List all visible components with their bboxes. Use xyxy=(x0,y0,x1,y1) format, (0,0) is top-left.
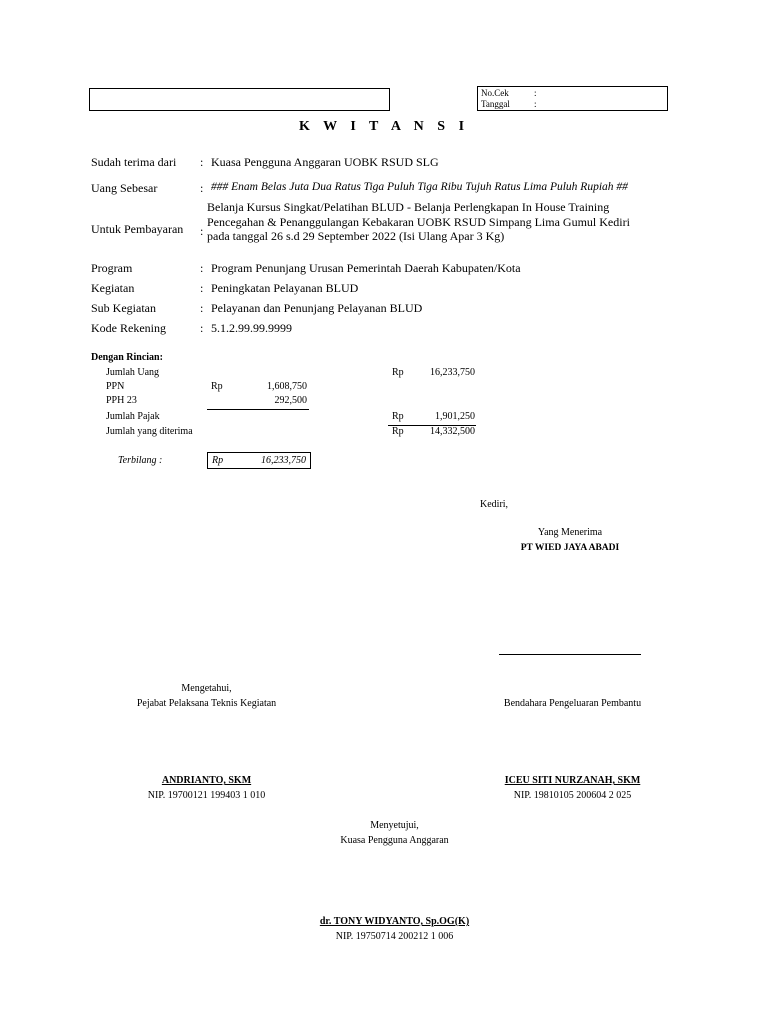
uang-sebesar-value: ### Enam Belas Juta Dua Ratus Tiga Puluh Tiga Ribu Tujuh Ratus Lima Puluh Rupiah ## xyxy=(211,181,628,193)
mengetahui-label: Mengetahui, xyxy=(181,683,232,694)
sudah-terima-colon: : xyxy=(200,155,204,169)
kwitansi-number-box xyxy=(89,88,390,111)
rincian-heading: Dengan Rincian: xyxy=(91,352,163,363)
bendahara-nip: NIP. 19810105 200604 2 025 xyxy=(513,790,632,801)
jumlah-pajak-value: 1,901,250 xyxy=(435,411,475,422)
untuk-pembayaran-line3: pada tanggal 26 s.d 29 September 2022 (Isi Ulang Apar 3 Kg) xyxy=(207,229,505,243)
untuk-pembayaran-label: Untuk Pembayaran xyxy=(91,222,184,236)
no-cek-colon: : xyxy=(534,88,537,98)
program-colon: : xyxy=(200,261,204,275)
kode-rekening-colon: : xyxy=(200,321,204,335)
jumlah-pajak-label: Jumlah Pajak xyxy=(106,411,160,422)
receiver-company: PT WIED JAYA ABADI xyxy=(520,543,620,553)
terbilang-value: 16,233,750 xyxy=(261,455,306,466)
pptk-name: ANDRIANTO, SKM xyxy=(161,775,252,786)
receiver-title: Yang Menerima xyxy=(537,527,603,538)
no-cek-label: No.Cek xyxy=(481,88,509,98)
kode-rekening-value: 5.1.2.99.99.9999 xyxy=(211,321,292,335)
kpa-name: dr. TONY WIDYANTO, Sp.OG(K) xyxy=(319,916,470,927)
jumlah-diterima-label: Jumlah yang diterima xyxy=(106,426,193,437)
sub-kegiatan-value: Pelayanan dan Penunjang Pelayanan BLUD xyxy=(211,301,423,315)
program-label: Program xyxy=(91,261,133,275)
bendahara-name: ICEU SITI NURZANAH, SKM xyxy=(504,775,641,786)
pph-value: 292,500 xyxy=(274,395,307,406)
ppn-label: PPN xyxy=(106,381,125,392)
kode-rekening-label: Kode Rekening xyxy=(91,321,166,335)
tanggal-label: Tanggal xyxy=(481,99,510,109)
jumlah-diterima-value: 14,332,500 xyxy=(430,426,475,437)
sub-kegiatan-label: Sub Kegiatan xyxy=(91,301,156,315)
kpa-title: Kuasa Pengguna Anggaran xyxy=(340,835,449,846)
jumlah-diterima-currency: Rp xyxy=(392,426,404,437)
ppn-value: 1,608,750 xyxy=(267,381,307,392)
program-value: Program Penunjang Urusan Pemerintah Daerah Kabupaten/Kota xyxy=(211,261,521,275)
untuk-pembayaran-line1: Belanja Kursus Singkat/Pelatihan BLUD - Belanja Perlengkapan In House Training xyxy=(207,200,610,214)
pph-label: PPH 23 xyxy=(106,395,137,406)
cek-info-box xyxy=(477,86,668,111)
kegiatan-colon: : xyxy=(200,281,204,295)
uang-sebesar-label: Uang Sebesar xyxy=(91,181,158,195)
kegiatan-label: Kegiatan xyxy=(91,281,135,295)
uang-sebesar-colon: : xyxy=(200,181,204,195)
tanggal-colon: : xyxy=(534,99,537,109)
bendahara-title: Bendahara Pengeluaran Pembantu xyxy=(503,698,642,709)
document-title: K W I T A N S I xyxy=(298,119,470,134)
terbilang-currency: Rp xyxy=(212,455,224,466)
terbilang-label: Terbilang : xyxy=(118,455,163,466)
jumlah-uang-currency: Rp xyxy=(392,367,404,378)
jumlah-pajak-currency: Rp xyxy=(392,411,404,422)
kpa-nip: NIP. 19750714 200212 1 006 xyxy=(335,931,454,942)
ppn-currency: Rp xyxy=(211,381,223,392)
sudah-terima-value: Kuasa Pengguna Anggaran UOBK RSUD SLG xyxy=(211,155,439,169)
place-date: Kediri, xyxy=(480,499,509,510)
jumlah-uang-label: Jumlah Uang xyxy=(106,367,160,378)
sudah-terima-label: Sudah terima dari xyxy=(91,155,177,169)
sub-kegiatan-colon: : xyxy=(200,301,204,315)
kegiatan-value: Peningkatan Pelayanan BLUD xyxy=(211,281,359,295)
untuk-pembayaran-line2: Pencegahan & Penanggulangan Kebakaran UOBK RSUD Simpang Lima Gumul Kediri xyxy=(207,215,630,229)
jumlah-uang-value: 16,233,750 xyxy=(430,367,475,378)
pptk-nip: NIP. 19700121 199403 1 010 xyxy=(147,790,266,801)
untuk-pembayaran-colon: : xyxy=(200,224,204,238)
pptk-title: Pejabat Pelaksana Teknis Kegiatan xyxy=(136,698,277,709)
subtotal-line xyxy=(207,409,309,410)
menyetujui-label: Menyetujui, xyxy=(370,820,419,831)
receiver-signature-line xyxy=(499,654,641,655)
